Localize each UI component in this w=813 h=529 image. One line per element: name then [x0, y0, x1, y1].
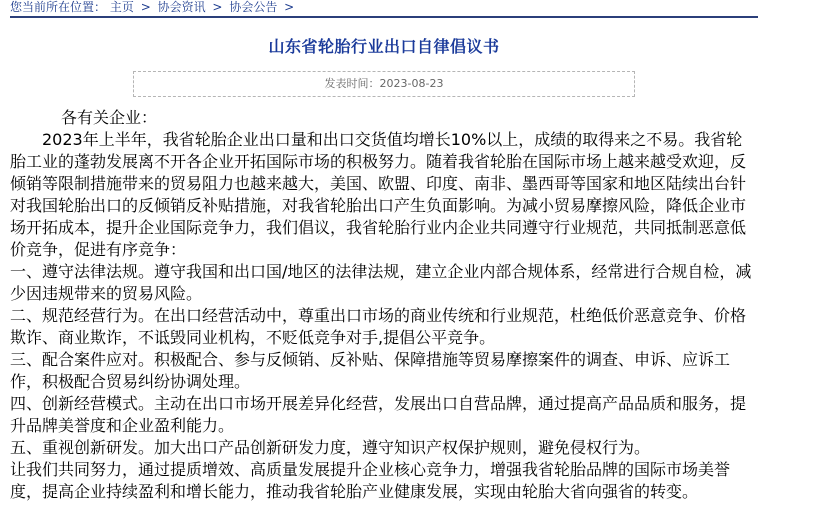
breadcrumb-separator: >: [284, 0, 295, 14]
breadcrumb-prefix: 您当前所在位置：: [10, 0, 107, 14]
article-paragraph-point-3: 三、配合案件应对。积极配合、参与反倾销、反补贴、保障措施等贸易摩擦案件的调查、申诉、应诉工作，积极配合贸易纠纷协调处理。: [10, 350, 731, 391]
article-paragraph-point-1: 一、遵守法律法规。遵守我国和出口国/地区的法律法规，建立企业内部合规体系，经常进行合规自检，减少因违规带来的贸易风险。: [10, 262, 752, 303]
publish-date: 2023-08-23: [379, 77, 444, 90]
publish-label: 发表时间：: [324, 77, 380, 90]
breadcrumb-news-link[interactable]: 协会资讯: [157, 0, 206, 14]
breadcrumb: [10, 0, 758, 18]
article-paragraph-point-2: 二、规范经营行为。在出口经营活动中，尊重出口市场的商业传统和行业规范，杜绝低价恶意竞争、价格欺诈、商业欺诈，不诋毁同业机构，不贬低竞争对手,提倡公平竞争。: [10, 306, 747, 347]
breadcrumb-notice-link[interactable]: 协会公告: [229, 0, 278, 14]
article-paragraph-point-5: 五、重视创新研发。加大出口产品创新研发力度，遵守知识产权保护规则，避免侵权行为。: [10, 438, 651, 457]
page-container: [10, 0, 758, 503]
article-paragraph-intro: 2023年上半年，我省轮胎企业出口量和出口交货值均增长10%以上，成绩的取得来之不易。我省轮胎工业的蓬勃发展离不开各企业开拓国际市场的积极努力。随着我省轮胎在国际市场上越来越受欢迎，反倾销等限制措施带来的贸易阻力也越来越大，美国、欧盟、印度、南非、墨西哥等国家和地区陆续出台针对我国轮胎出口的反倾销反补贴措施，对我省轮胎出口产生负面影响。为减小贸易摩擦风险，降低企业市场开拓成本，提升企业国际竞争力，我们倡议，我省轮胎行业内企业共同遵守行业规范，共同抵制恶意低价竞争，促进有序竞争：: [10, 130, 747, 259]
article-body: [10, 107, 752, 503]
publish-info: [133, 71, 635, 97]
breadcrumb-home-link[interactable]: 主页: [109, 0, 134, 14]
article-title: 山东省轮胎行业出口自律倡议书: [268, 37, 500, 56]
article-greeting: 各有关企业：: [61, 108, 158, 127]
breadcrumb-separator: >: [140, 0, 151, 14]
article-paragraph-point-4: 四、创新经营模式。主动在出口市场开展差异化经营，发展出口自营品牌，通过提高产品品质和服务，提升品牌美誉度和企业盈利能力。: [10, 394, 747, 435]
article-paragraph-closing: 让我们共同努力，通过提质增效、高质量发展提升企业核心竞争力，增强我省轮胎品牌的国际市场美誉度，提高企业持续盈利和增长能力，推动我省轮胎产业健康发展，实现由轮胎大省向强省的转变。: [10, 460, 731, 501]
breadcrumb-separator: >: [212, 0, 223, 14]
